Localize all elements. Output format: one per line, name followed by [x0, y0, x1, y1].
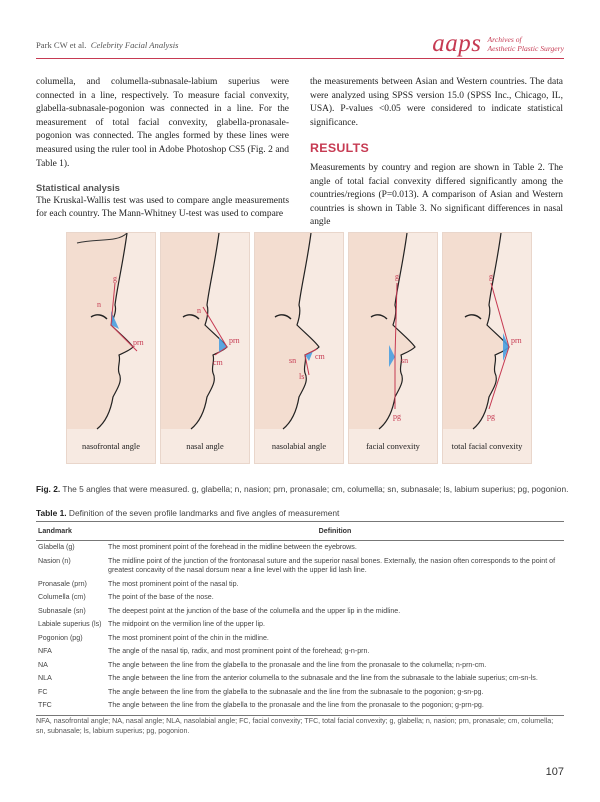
column-header-landmark: Landmark [36, 522, 106, 541]
panel-nasal-angle [160, 232, 250, 464]
svg-text:cm: cm [213, 358, 223, 367]
panel-nasofrontal-angle [66, 232, 156, 464]
svg-text:cm: cm [315, 352, 325, 361]
panel-label: nasal angle [186, 442, 224, 451]
landmark-cell: Pogonion (pg) [38, 633, 83, 642]
page-number: 107 [545, 766, 564, 778]
left-paragraph-1: columella, and columella-subnasale-labium superius were connected in a line, respectively. To measure facial convexity, glabella-subnasale-pogonion was connected in a line. For the measurement of total facial convexity, glabella-pronasale-pogonion was connected. The angles formed by these lines were measured using the ruler tool in Adobe Photoshop CS5 (Fig. 2 and Table 1). [36, 77, 289, 169]
journal-logo [432, 30, 564, 58]
right-paragraph-1: the measurements between Asian and Western countries. The data were analyzed using SPSS version 15.0 (SPSS Inc., Chicago, IL, USA). P-values <0.05 were considered to indicate statistical significance. [310, 77, 563, 128]
landmark-cell: TFC [36, 699, 106, 715]
left-paragraph-2: The Kruskal-Wallis test was used to compare angle measurements for each country. The Mann-Whitney U-test was used to compare [36, 195, 289, 220]
svg-text:n: n [97, 300, 101, 309]
panel-label: total facial convexity [451, 442, 523, 451]
landmark-cell: Columella (cm) [38, 593, 86, 601]
face-profile-illustration [67, 233, 156, 464]
svg-text:g: g [113, 274, 117, 283]
table-row [36, 672, 564, 686]
table-row [36, 699, 564, 715]
definition-cell: The midline point of the junction of the frontonasal suture and the superior nasal bones. Externally, the nasion often corresponds to the point of greatest concavity of the nasal dorsum near a line level with the upper lid lash line. [108, 556, 556, 574]
definition-cell: The angle between the line from the anterior columella to the subnasale and the line from the subnasale to the labiale superius; cm-sn-ls. [108, 674, 538, 682]
column-header-definition: Definition [106, 522, 564, 541]
panel-facial-convexity [348, 232, 438, 464]
svg-text:g: g [489, 272, 493, 281]
running-header [36, 40, 178, 50]
definition-cell: The angle between the line from the glabella to the subnasale and the line from the subnasale to the pogonion; g-sn-pg. [108, 687, 484, 696]
definition-cell: The angle between the line from the glabella to the pronasale and the line from the pronasale to the columella; n-prn-cm. [108, 660, 487, 669]
svg-text:prn: prn [133, 338, 144, 347]
definition-cell: The most prominent point of the chin in the midline. [108, 633, 269, 642]
face-profile-illustration [349, 233, 438, 464]
right-paragraph-2: Measurements by country and region are shown in Table 2. The angle of total facial convexity differed significantly among the countries/regions (P=0.013). A comparison of Asian and Western countries is shown in Table 3. No significant differences in nasal angle [310, 162, 563, 228]
right-column [310, 76, 563, 230]
svg-text:pg: pg [487, 412, 495, 421]
landmark-cell: NFA [38, 647, 52, 655]
landmark-cell: FC [38, 687, 48, 696]
logo-journal-name [488, 35, 564, 53]
panel-label: nasolabial angle [271, 442, 327, 451]
definition-cell: The midpoint on the vermilion line of the upper lip. [108, 620, 265, 628]
figure-caption-text: The 5 angles that were measured. g, glabella; n, nasion; prn, pronasale; cm, columella; sn, subnasale; ls, labium superius; pg, pogonion. [62, 484, 569, 494]
landmark-cell: Labiale superius (ls) [38, 620, 102, 628]
results-heading: RESULTS [310, 141, 370, 156]
table-caption-label: Table 1. [36, 508, 67, 518]
table-row [36, 645, 564, 659]
landmark-cell: NA [38, 660, 48, 669]
definition-cell: The angle of the nasal tip, radix, and most prominent point of the forehead; g-n-prn. [108, 647, 370, 655]
table-row [36, 605, 564, 619]
definition-cell: The most prominent point of the forehead in the midline between the eyebrows. [108, 543, 357, 551]
definition-cell: The point of the base of the nose. [108, 593, 214, 601]
table-row [36, 659, 564, 673]
face-profile-illustration [255, 233, 344, 464]
journal-line-2: Aesthetic Plastic Surgery [487, 44, 564, 53]
panel-label: nasofrontal angle [82, 442, 140, 451]
svg-text:n: n [197, 306, 201, 315]
header-rule [36, 58, 564, 59]
table-row [36, 541, 564, 555]
subhead-statistical-analysis: Statistical analysis [36, 182, 120, 194]
face-profile-illustration [161, 233, 250, 464]
panel-total-facial-convexity [442, 232, 532, 464]
svg-text:sn: sn [289, 356, 297, 365]
table-row [36, 591, 564, 605]
panel-label: facial convexity [366, 442, 420, 451]
figure-2 [66, 232, 536, 464]
table-footnote: NFA, nasofrontal angle; NA, nasal angle; NLA, nasolabial angle; FC, facial convexity; TFC, total facial convexity; g, glabella; n, nasion; prn, pronasale; cm, columella; sn, subnasale; ls, labium superius; pg, pogonion. [36, 717, 554, 735]
definition-cell: The angle between the line from the glabella to the pronasale and the line from the pronasale to the pogonion; g-prn-pg. [106, 699, 564, 715]
landmark-cell: NLA [38, 674, 52, 682]
svg-text:ls: ls [299, 372, 305, 381]
table-row [36, 686, 564, 700]
table-row [36, 578, 564, 592]
figure-caption-label: Fig. 2. [36, 484, 61, 494]
logo-wordmark: aaps [432, 30, 482, 57]
table-row [36, 632, 564, 646]
landmark-cell: Glabella (g) [38, 543, 75, 551]
svg-text:pg: pg [393, 412, 401, 421]
svg-text:sn: sn [401, 356, 409, 365]
svg-text:prn: prn [229, 336, 240, 345]
table-row [36, 618, 564, 632]
definition-table [36, 521, 564, 716]
svg-text:prn: prn [511, 336, 522, 345]
table-header-row [36, 522, 564, 541]
table-caption [36, 508, 339, 518]
journal-line-1: Archives of [487, 35, 522, 44]
left-column [36, 76, 289, 222]
landmark-cell: Nasion (n) [38, 556, 71, 565]
landmark-cell: Subnasale (sn) [38, 606, 86, 615]
table-caption-text: Definition of the seven profile landmarks and five angles of measurement [68, 508, 340, 518]
definition-cell: The deepest point at the junction of the base of the columella and the upper lip in the midline. [108, 606, 401, 615]
panel-nasolabial-angle [254, 232, 344, 464]
definition-cell: The most prominent point of the nasal tip. [108, 579, 239, 588]
header-running-title: Celebrity Facial Analysis [90, 40, 179, 50]
face-profile-illustration [443, 233, 532, 464]
landmark-cell: Pronasale (prn) [38, 579, 87, 588]
figure-caption [36, 484, 568, 494]
table-row [36, 555, 564, 578]
svg-text:g: g [395, 272, 399, 281]
header-authors: Park CW et al. [36, 40, 87, 50]
